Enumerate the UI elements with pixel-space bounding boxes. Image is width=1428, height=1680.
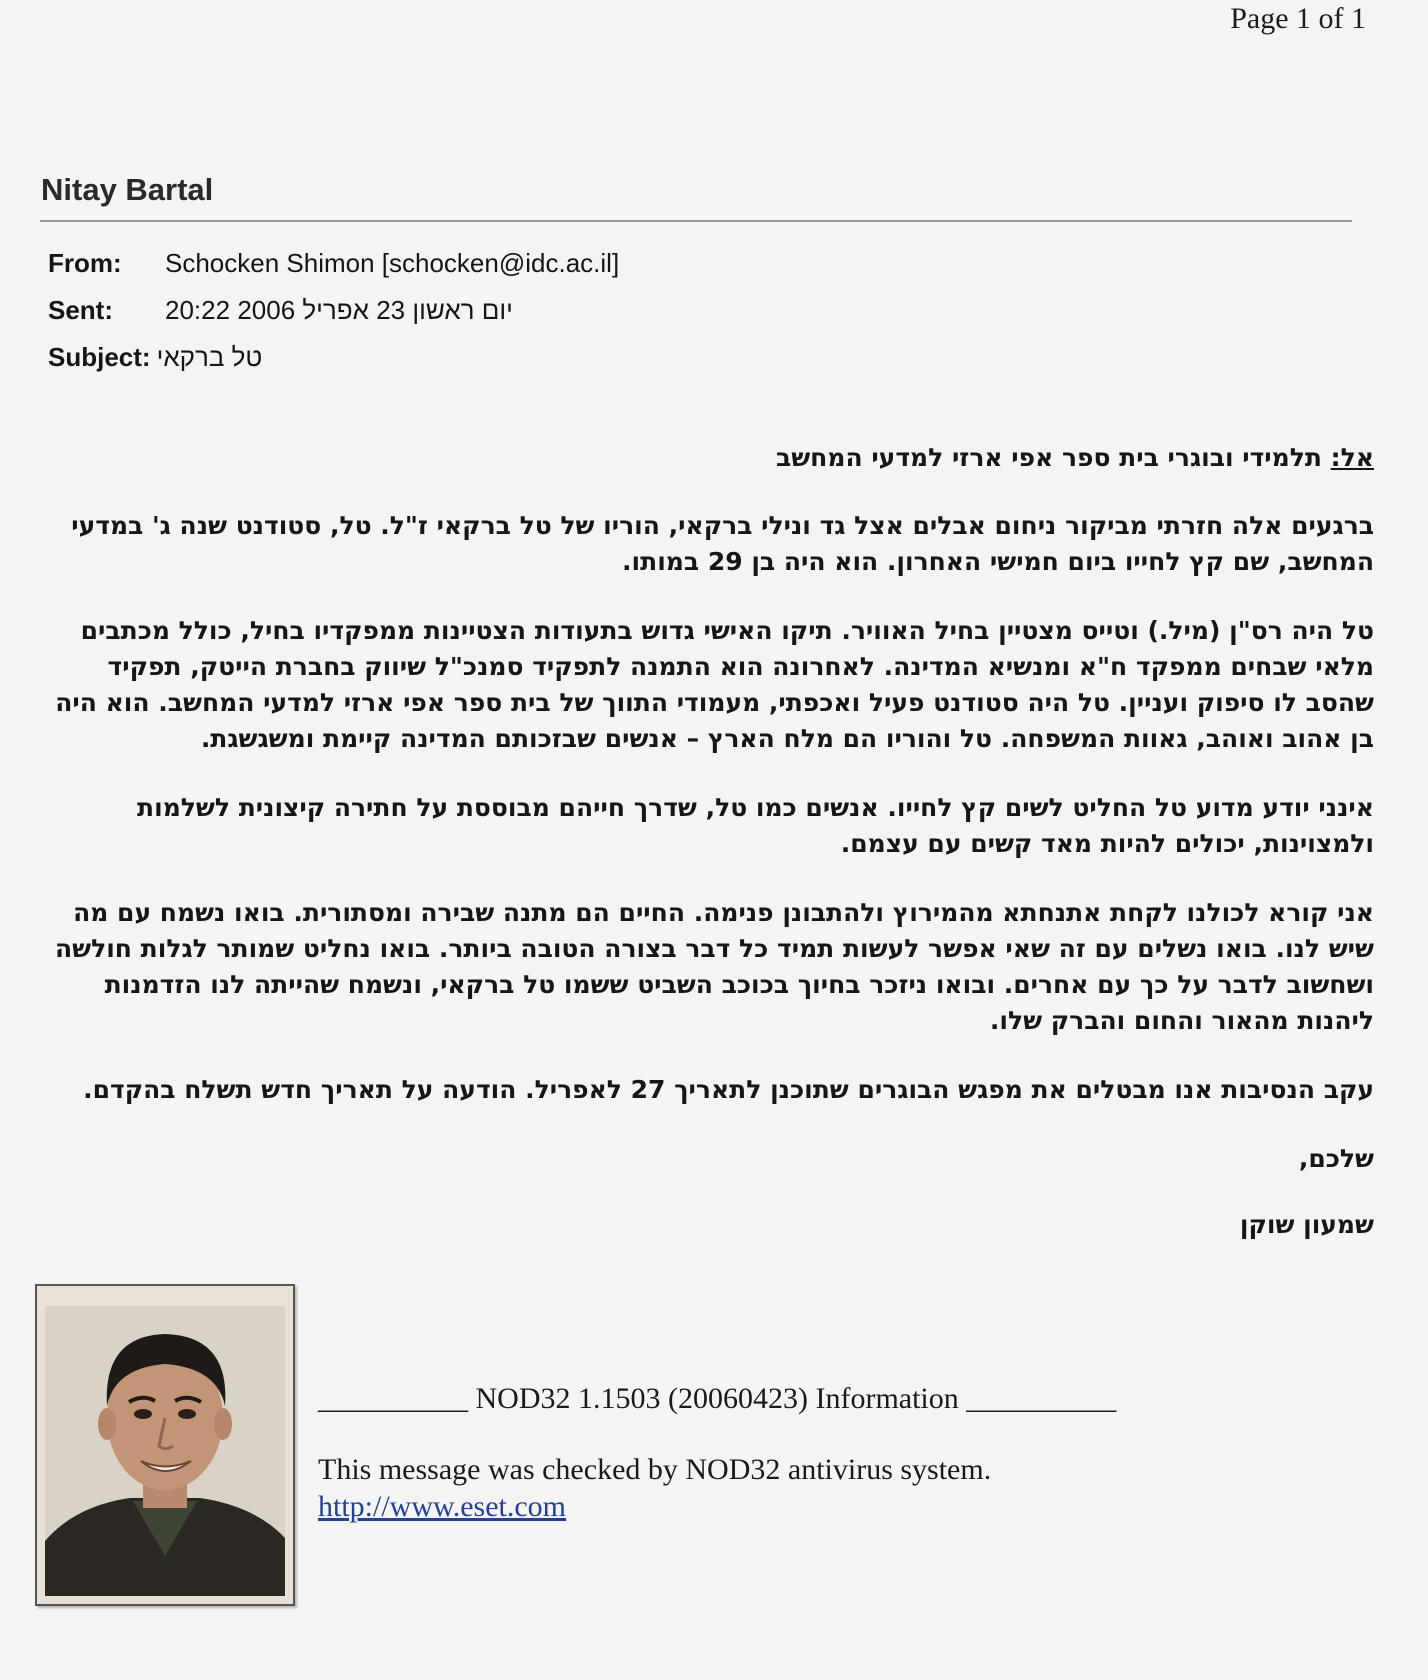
page-number: Page 1 of 1 — [1230, 2, 1366, 35]
recipients-line — [40, 440, 1374, 476]
recipients-prefix: אל: — [1330, 443, 1374, 472]
eset-link[interactable]: http://www.eset.com — [318, 1490, 567, 1523]
paragraph-4: אני קורא לכולנו לקחת אתנחתא מהמירוץ ולהתבונן פנימה. החיים הם מתנה שבירה ומסתורית. בואו נשמח עם מה שיש לנו. בואו נשלים עם זה שאי אפשר לעשות תמיד כל דבר בצורה הטובה ביותר. בואו נחליט שמותר לגלות חולשה ושחשוב לדבר על כך עם אחרים. ובואו ניזכר בחיוך בכוכב השביט ששמו טל ברקאי, ונשמח שהייתה לנו הזדמנות ליהנות מהאור והחום והברק שלו. — [54, 898, 1374, 1035]
subject-value: טל ברקאי — [156, 342, 263, 372]
paragraph-1: ברגעים אלה חזרתי מביקור ניחום אבלים אצל גד ונילי ברקאי, הוריו של טל ברקאי ז"ל. טל, סטודנט שנה ג' במדעי המחשב, שם קץ לחייו ביום חמישי האחרון. הוא היה בן 29 במותו. — [71, 511, 1374, 576]
paragraph-5: עקב הנסיבות אנו מבטלים את מפגש הבוגרים שתוכנן לתאריך 27 לאפריל. הודעה על תאריך חדש תשלח בהקדם. — [83, 1075, 1374, 1104]
letter-body — [40, 440, 1374, 1243]
sent-value: יום ראשון 23 אפריל 2006 20:22 — [165, 295, 513, 325]
subject-label: Subject: — [48, 342, 151, 372]
paragraph-2: טל היה רס"ן (מיל.) וטייס מצטיין בחיל האוויר. תיקו האישי גדוש בתעודות הצטיינות ממפקדיו בחיל, כולל מכתבים מלאי שבחים ממפקד ח"א ומנשיא המדינה. לאחרונה הוא התמנה לתפקיד סמנכ"ל שיווק בחברת הייטק, תפקיד שהסב לו סיפוק ועניין. טל היה סטודנט פעיל ואכפתי, מעמודי התווך של בית ספר אפי ארזי למדעי המחשב. הוא היה בן אהוב ואוהב, גאוות המשפחה. טל והוריו הם מלח הארץ – אנשים שבזכותם המדינה קיימת ומשגשגת. — [55, 616, 1374, 753]
from-value: Schocken Shimon [schocken@idc.ac.il] — [165, 248, 620, 278]
sent-label: Sent: — [48, 295, 113, 325]
signature: שמעון שוקן — [1239, 1210, 1374, 1239]
recipients-text: תלמידי ובוגרי בית ספר אפי ארזי למדעי המחשב — [775, 443, 1331, 472]
portrait-photo — [35, 1284, 295, 1606]
sender-name: Nitay Bartal — [41, 172, 214, 207]
from-label: From: — [48, 248, 122, 278]
header-divider — [40, 220, 1352, 222]
paragraph-3: אינני יודע מדוע טל החליט לשים קץ לחייו. אנשים כמו טל, שדרך חייהם מבוססת על חתירה קיצונית לשלמות ולמצוינות, יכולים להיות מאד קשים עם עצמם. — [137, 793, 1374, 858]
from-row — [48, 245, 619, 281]
portrait-illustration — [45, 1306, 285, 1596]
subject-row — [48, 339, 262, 375]
sent-row — [48, 292, 513, 328]
antivirus-message: This message was checked by NOD32 antivirus system. — [318, 1453, 992, 1486]
antivirus-info-line: __________ NOD32 1.1503 (20060423) Information __________ — [318, 1382, 1117, 1415]
closing: שלכם, — [1298, 1144, 1374, 1173]
